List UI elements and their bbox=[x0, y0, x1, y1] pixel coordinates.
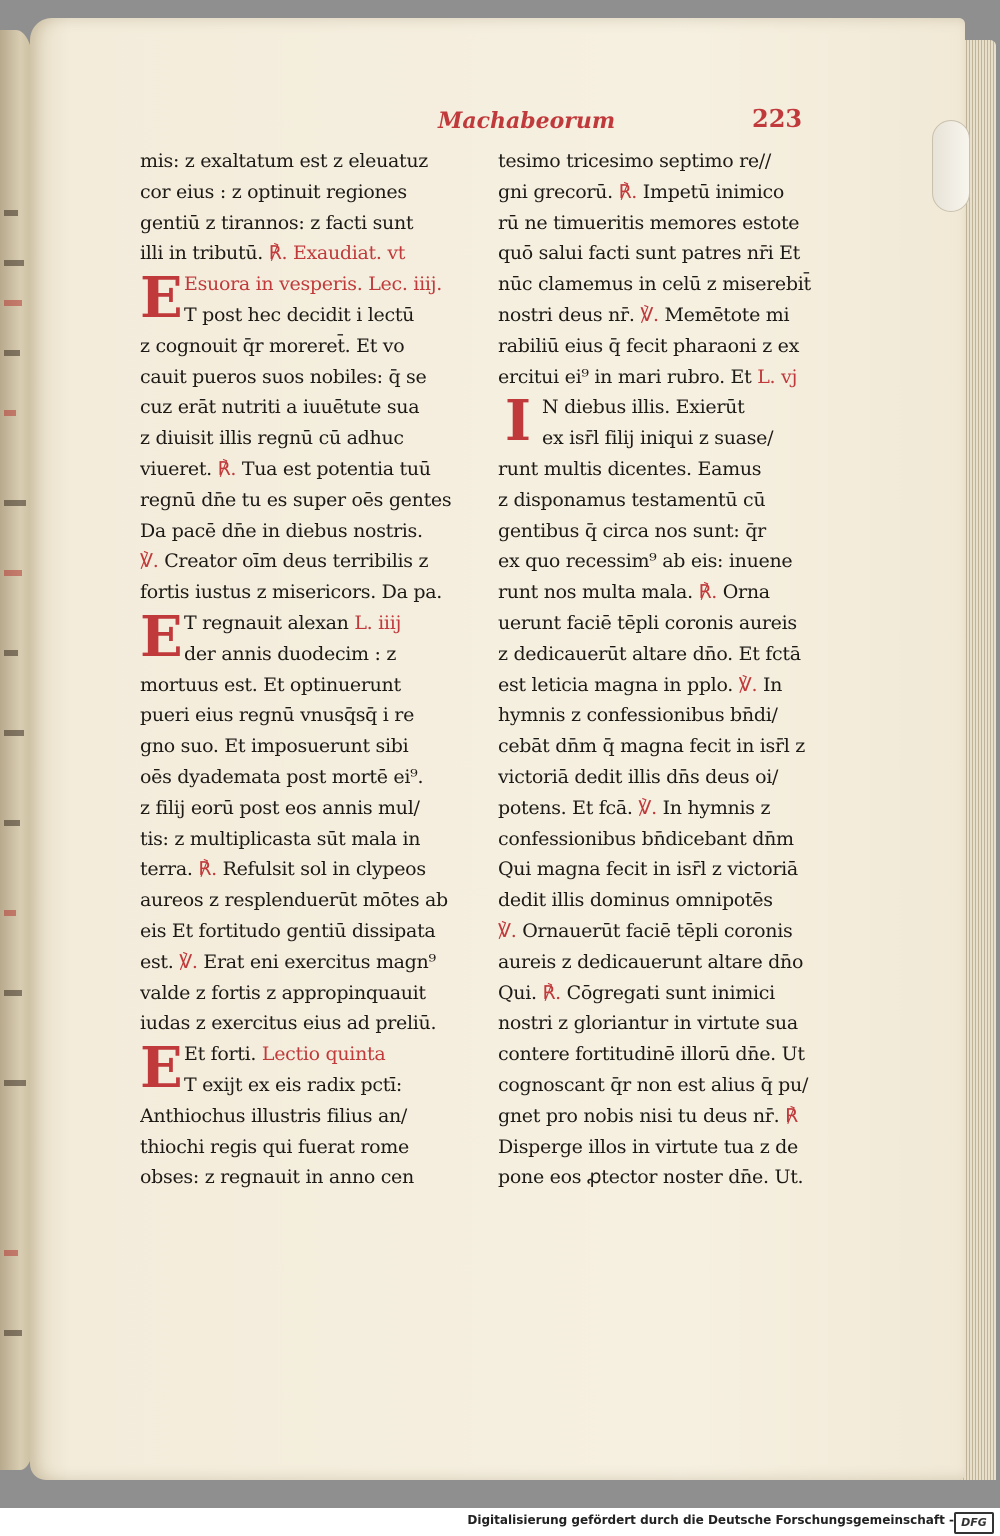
text-line bbox=[140, 947, 490, 978]
text-line: nūc clamemus in celū z miserebit̄ bbox=[498, 273, 811, 296]
text-line bbox=[140, 238, 490, 269]
text-line: obses: z regnauit in anno cen bbox=[140, 1166, 414, 1189]
text-line bbox=[498, 577, 858, 608]
folio-number: 223 bbox=[752, 104, 803, 133]
text-line: cognoscant q̄r non est alius q̄ pu/ bbox=[498, 1073, 809, 1096]
text-line: aureis z dedicauerunt altare dn̄o bbox=[498, 950, 804, 973]
text-line: gentibus q̄ circa nos sunt: q̄r bbox=[498, 519, 766, 542]
text-line: cauit pueros suos nobiles: q̄ se bbox=[140, 365, 427, 388]
text-line: mortuus est. Et optinuerunt bbox=[140, 673, 401, 696]
initial-letter: E bbox=[140, 265, 183, 332]
text-line: tis: z multiplicasta sūt mala in bbox=[140, 827, 421, 850]
right-column bbox=[498, 146, 858, 1193]
text-line: dedit illis dominus omnipotēs bbox=[498, 889, 773, 912]
rubric: L. vj bbox=[757, 365, 798, 388]
text-line: fortis iustus z misericors. Da pa. bbox=[140, 581, 443, 604]
text-line: pueri eius regnū vnusq̄sq̄ i re bbox=[140, 704, 415, 727]
text-span: illi in tributū. bbox=[140, 242, 264, 265]
text-span: viueret. bbox=[140, 457, 212, 480]
text-line: ex isr̄l filij iniqui z suase/ bbox=[542, 427, 774, 450]
text-line bbox=[498, 362, 858, 393]
text-line bbox=[498, 916, 858, 947]
text-line: aureos z resplenduerūt mōtes ab bbox=[140, 889, 448, 912]
text-line: ex quo recessim⁹ ab eis: inuene bbox=[498, 550, 793, 573]
text-span: Orna bbox=[722, 581, 770, 604]
text-line bbox=[498, 177, 858, 208]
rubric: ℟. Exaudiat. vt bbox=[268, 242, 406, 265]
text-line: T exijt ex eis radix pctī: bbox=[184, 1073, 402, 1096]
text-span: Et forti. bbox=[184, 1043, 257, 1066]
text-line: thiochi regis qui fuerat rome bbox=[140, 1135, 409, 1158]
text-line: Da pacē dn̄e in diebus nostris. bbox=[140, 519, 423, 542]
text-span: Refulsit sol in clypeos bbox=[222, 858, 426, 881]
dfg-logo: DFG bbox=[954, 1512, 994, 1534]
text-line bbox=[184, 608, 490, 639]
text-line: quō salui facti sunt patres nr̄i Et bbox=[498, 242, 801, 265]
initial-letter: E bbox=[140, 603, 183, 670]
text-line bbox=[498, 978, 858, 1009]
text-span: In bbox=[762, 673, 783, 696]
rubric: L. iiij bbox=[354, 611, 402, 634]
text-span: Creator oīm deus terribilis z bbox=[164, 550, 429, 573]
text-line: gentiū z tirannos: z facti sunt bbox=[140, 211, 414, 234]
initial-letter: E bbox=[140, 1035, 183, 1102]
facing-page-edge bbox=[0, 30, 34, 1470]
text-line: cor eius : z optinuit regiones bbox=[140, 180, 407, 203]
text-line bbox=[184, 1039, 490, 1070]
rubric: ℣. bbox=[638, 796, 657, 819]
page-header bbox=[30, 100, 965, 144]
text-line: Anthiochus illustris filius an/ bbox=[140, 1104, 408, 1127]
text-line: contere fortitudinē illorū dn̄e. Ut bbox=[498, 1043, 805, 1066]
text-line bbox=[498, 793, 858, 824]
text-line: z diuisit illis regnū cū adhuc bbox=[140, 427, 404, 450]
lectio-quinta bbox=[140, 1035, 490, 1102]
running-head: Machabeorum bbox=[438, 108, 616, 134]
text-line: z dedicauerūt altare dn̄o. Et fctā bbox=[498, 642, 801, 665]
rubric: ℟. bbox=[698, 581, 718, 604]
rubric: ℟. bbox=[198, 858, 217, 881]
text-span: est. bbox=[140, 950, 174, 973]
text-span: T regnauit alexan bbox=[184, 611, 349, 634]
text-line: gno suo. Et imposuerunt sibi bbox=[140, 735, 409, 758]
text-span: potens. Et fcā. bbox=[498, 796, 633, 819]
lectio-iiij bbox=[140, 265, 490, 332]
text-line bbox=[140, 546, 490, 577]
text-line: N diebus illis. Exierūt bbox=[542, 396, 745, 419]
text-line: tesimo tricesimo septimo re// bbox=[498, 150, 771, 172]
text-span: runt nos multa mala. bbox=[498, 581, 693, 604]
initial-letter: I bbox=[504, 388, 532, 455]
funding-credit: Digitalisierung gefördert durch die Deutsche Forschungsgemeinschaft - bbox=[467, 1513, 954, 1527]
text-span: Erat eni exercitus magn⁹ bbox=[203, 950, 436, 973]
text-line: victoriā dedit illis dn̄s deus oi/ bbox=[498, 765, 779, 788]
text-span: ercitui ei⁹ in mari rubro. Et bbox=[498, 365, 752, 388]
rubric: ℣. bbox=[640, 303, 659, 326]
rubric: ℣. bbox=[140, 550, 159, 573]
text-line: z disponamus testamentū cū bbox=[498, 488, 766, 511]
lectio-iiij-b bbox=[140, 603, 490, 670]
text-span: Tua est potentia tuū bbox=[241, 457, 431, 480]
text-span: Qui. bbox=[498, 981, 537, 1004]
text-line: der annis duodecim : z bbox=[184, 642, 397, 665]
text-line: mis: z exaltatum est z eleuatuz bbox=[140, 150, 429, 172]
text-line: Qui magna fecit in isr̄l z victoriā bbox=[498, 858, 798, 881]
rubric: ℣. bbox=[179, 950, 198, 973]
text-line bbox=[498, 1101, 858, 1132]
rubric: ℟. bbox=[542, 981, 561, 1004]
text-line: nostri z gloriantur in virtute sua bbox=[498, 1012, 798, 1035]
text-span: Memētote mi bbox=[664, 303, 790, 326]
text-span: terra. bbox=[140, 858, 193, 881]
rubric: ℟. bbox=[618, 180, 638, 203]
text-line bbox=[498, 300, 858, 331]
text-line: T post hec decidit i lectū bbox=[184, 303, 415, 326]
rubric: Lectio quinta bbox=[261, 1043, 386, 1066]
text-span: Impetū inimico bbox=[642, 180, 785, 203]
text-line: pone eos ꝓtector noster dn̄e. Ut. bbox=[498, 1166, 804, 1189]
text-line bbox=[140, 454, 490, 485]
text-span: In hymnis z bbox=[662, 796, 771, 819]
rubric: ℣. bbox=[498, 919, 517, 942]
text-line: rū ne timueritis memores estote bbox=[498, 211, 800, 234]
text-span: est leticia magna in pplo. bbox=[498, 673, 733, 696]
rubric: ℟. bbox=[217, 457, 237, 480]
text-line: regnū dn̄e tu es super oēs gentes bbox=[140, 488, 452, 511]
text-span: gni grecorū. bbox=[498, 180, 613, 203]
text-span: gnet pro nobis nisi tu deus nr̄. bbox=[498, 1104, 780, 1127]
text-line: hymnis z confessionibus bn̄di/ bbox=[498, 704, 778, 727]
lectio-vj bbox=[498, 388, 858, 455]
text-span: Ornauerūt faciē tēpli coronis bbox=[522, 919, 793, 942]
text-span: nostri deus nr̄. bbox=[498, 303, 635, 326]
text-line: eis Et fortitudo gentiū dissipata bbox=[140, 919, 436, 942]
text-line: Disperge illos in virtute tua z de bbox=[498, 1135, 798, 1158]
text-span: Cōgregati sunt inimici bbox=[566, 981, 775, 1004]
text-line: cuz erāt nutriti a iuuētute sua bbox=[140, 396, 420, 419]
text-line bbox=[140, 854, 490, 885]
text-line: iudas z exercitus eius ad preliū. bbox=[140, 1012, 437, 1035]
left-column bbox=[140, 146, 490, 1193]
text-line: runt multis dicentes. Eamus bbox=[498, 457, 762, 480]
text-line: oēs dyademata post mortē ei⁹. bbox=[140, 765, 424, 788]
text-line: uerunt faciē tēpli coronis aureis bbox=[498, 611, 797, 634]
text-line: valde z fortis z appropinquauit bbox=[140, 981, 426, 1004]
text-line: rabiliū eius q̄ fecit pharaoni z ex bbox=[498, 334, 800, 357]
text-line bbox=[498, 670, 858, 701]
text-line: cebāt dn̄m q̄ magna fecit in isr̄l z bbox=[498, 735, 805, 758]
rubric: ℟ bbox=[785, 1104, 798, 1127]
footer-bar bbox=[0, 1508, 1000, 1536]
text-line: confessionibus bn̄dicebant dn̄m bbox=[498, 827, 794, 850]
text-line: z filij eorū post eos annis mul/ bbox=[140, 796, 420, 819]
text-line: z cognouit q̄r moreret̄. Et vo bbox=[140, 334, 405, 357]
rubric: ℣. bbox=[738, 673, 758, 696]
rubric: Esuora in vesperis. Lec. iiij. bbox=[184, 273, 442, 296]
